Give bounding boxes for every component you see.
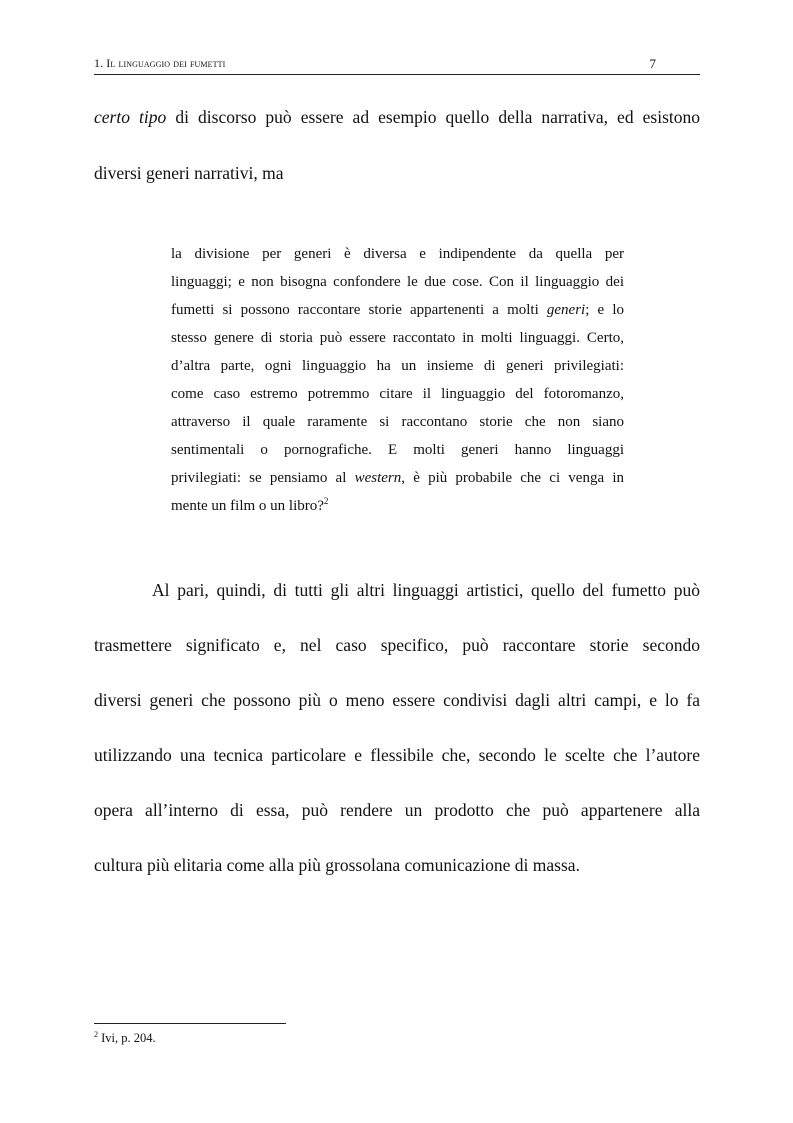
quote-italic-word: generi — [546, 302, 586, 318]
footnote-text: Ivi, p. 204. — [98, 1031, 156, 1045]
quote-line: la divisione per generi è diversa e indipendente da quella per — [171, 246, 624, 262]
intro-line: diversi generi narrativi, ma — [94, 163, 284, 183]
paragraph-line: utilizzando una tecnica particolare e flessibile che, secondo le scelte che l’autore — [94, 745, 700, 765]
paragraph-line: Al pari, quindi, di tutti gli altri linguaggi artistici, quello del fumetto può — [152, 580, 700, 600]
paragraph-line: diversi generi che possono più o meno essere condivisi dagli altri campi, e lo fa — [94, 690, 700, 710]
quote-line: linguaggi; e non bisogna confondere le due cose. Con il linguaggio dei — [171, 274, 624, 290]
footnote — [94, 1031, 156, 1046]
intro-italic-phrase: certo tipo — [94, 107, 167, 127]
quote-line-text: fumetti si possono raccontare storie appartenenti a molti — [171, 302, 547, 318]
quote-line: stesso genere di storia può essere raccontato in molti linguaggi. Certo, — [171, 330, 624, 346]
paragraph-line: cultura più elitaria come alla più grossolana comunicazione di massa. — [94, 855, 580, 875]
chapter-title: 1. Il linguaggio dei fumetti — [94, 56, 226, 70]
quote-line-text: , è più probabile che ci venga in — [401, 470, 624, 486]
quote-line: d’altra parte, ogni linguaggio ha un insieme di generi privilegiati: — [171, 358, 624, 374]
paragraph-line: opera all’interno di essa, può rendere un prodotto che può appartenere alla — [94, 800, 700, 820]
quote-line-text: mente un film o un libro? — [171, 498, 324, 514]
page-number: 7 — [649, 56, 656, 71]
quote-italic-word: western — [354, 470, 402, 486]
quote-line-text: ; e lo — [585, 302, 624, 318]
footnote-number: 2 — [94, 1030, 98, 1039]
quote-line — [171, 470, 624, 487]
paragraph-line: trasmettere significato e, nel caso specifico, può raccontare storie secondo — [94, 635, 700, 655]
quote-line — [171, 498, 624, 515]
running-header — [94, 56, 700, 75]
intro-line-text: di discorso può essere ad esempio quello della narrativa, ed esistono — [166, 107, 701, 127]
quote-line — [171, 302, 624, 319]
quote-line: come caso estremo potremmo citare il linguaggio del fotoromanzo, — [171, 386, 624, 402]
footnote-divider — [94, 1023, 286, 1024]
footnote-reference[interactable]: 2 — [323, 496, 329, 506]
intro-line — [94, 107, 700, 128]
quote-line: attraverso il quale raramente si raccontano storie che non siano — [171, 414, 624, 430]
quote-line: sentimentali o pornografiche. E molti generi hanno linguaggi — [171, 442, 624, 458]
quote-line-text: privilegiati: se pensiamo al — [171, 470, 355, 486]
